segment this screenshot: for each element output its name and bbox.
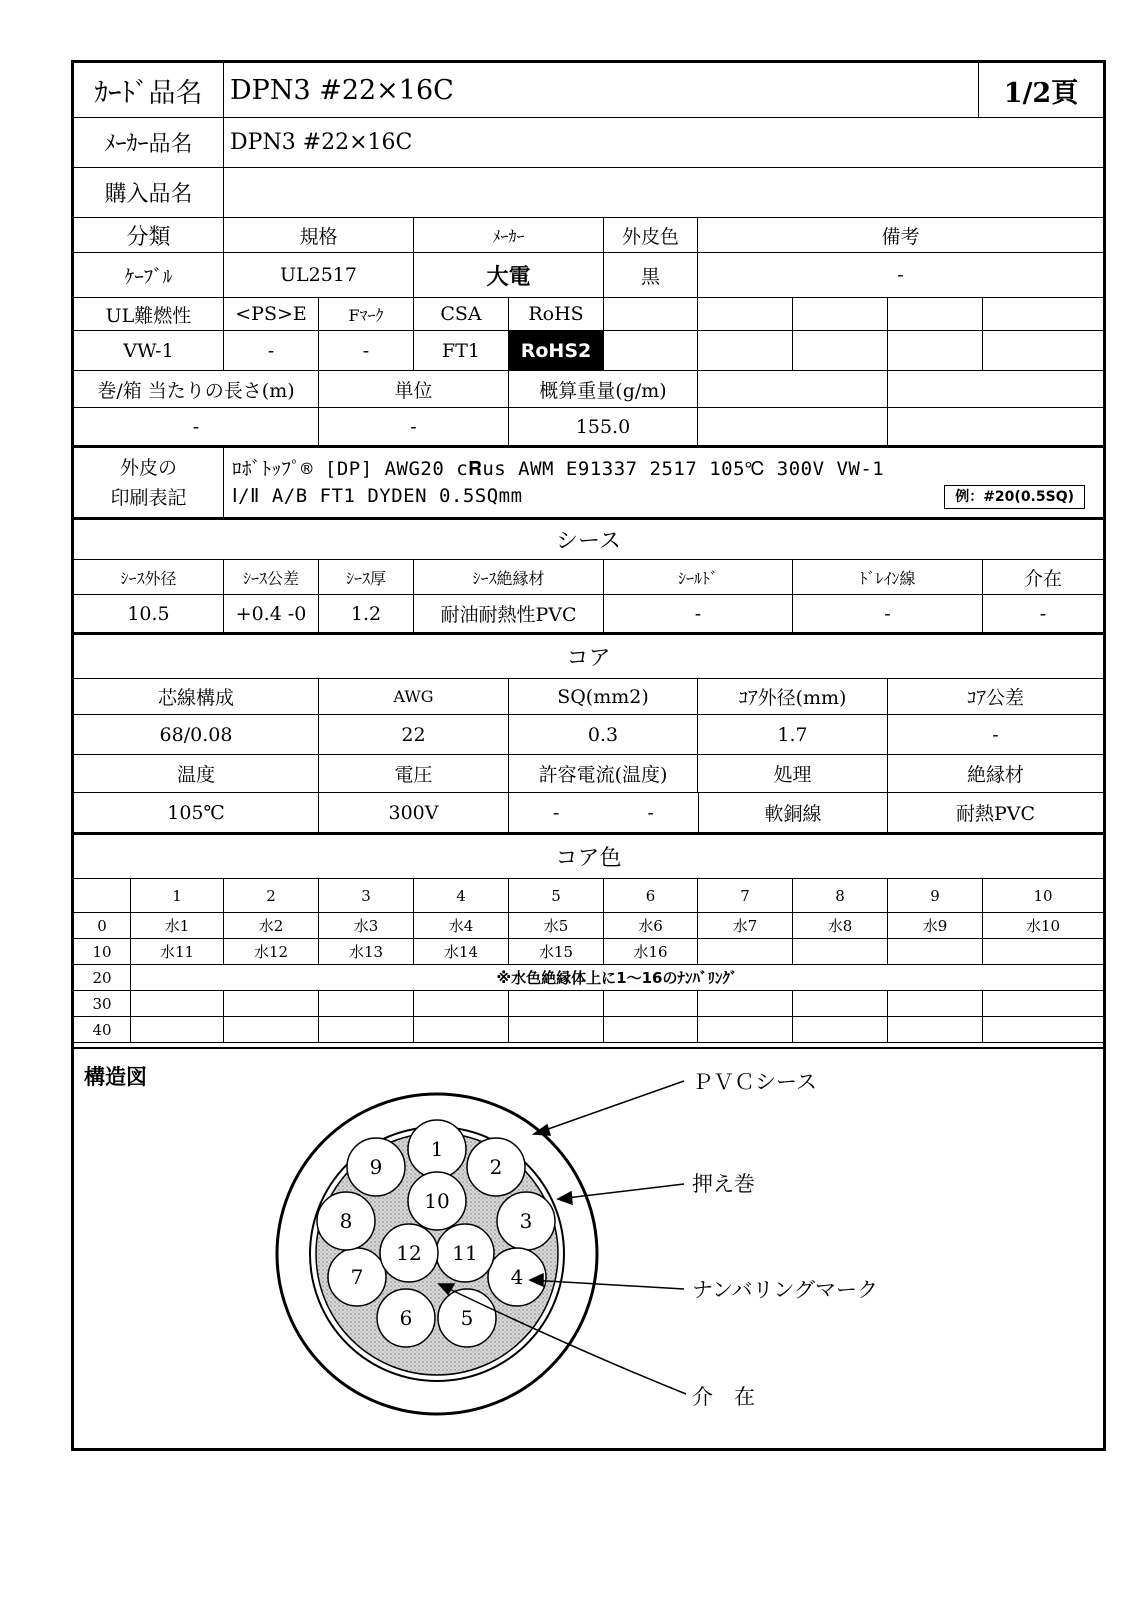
length-header-row bbox=[74, 371, 1103, 408]
core-color-col-header: 7 bbox=[698, 879, 793, 913]
length-header-blank-1 bbox=[698, 371, 888, 408]
core-header-strand: 芯線構成 bbox=[74, 679, 319, 715]
core-color-cell: 水13 bbox=[319, 939, 414, 965]
maker-name-row bbox=[74, 118, 1103, 168]
core-color-col-header: 3 bbox=[319, 879, 414, 913]
core-color-title: コア色 bbox=[74, 835, 1103, 879]
label-filler: 介 在 bbox=[692, 1385, 755, 1409]
core-color-cell bbox=[983, 991, 1103, 1017]
print-marking-label-line1: 外皮の bbox=[119, 456, 177, 479]
core-color-row-label: 30 bbox=[74, 991, 131, 1017]
spec-header-category: 分類 bbox=[74, 218, 224, 253]
core-header-temperature: 温度 bbox=[74, 755, 319, 793]
core-color-cell: 水5 bbox=[509, 913, 604, 939]
core-color-cell bbox=[131, 991, 224, 1017]
core-color-cell bbox=[888, 1017, 983, 1043]
core-color-cell: 水10 bbox=[983, 913, 1103, 939]
purchase-name-value bbox=[224, 168, 1103, 218]
core-header-current: 許容電流(温度) bbox=[509, 755, 698, 793]
flame-header-blank-3 bbox=[793, 298, 888, 331]
page-number: 1/2頁 bbox=[979, 63, 1103, 118]
flame-value-blank-3 bbox=[793, 331, 888, 371]
length-header-per-reel: 巻/箱 当たりの長さ(m) bbox=[74, 371, 319, 408]
print-marking-label bbox=[74, 448, 224, 520]
sheath-header-od: ｼｰｽ外径 bbox=[74, 560, 224, 595]
core-value-tolerance: - bbox=[888, 715, 1103, 755]
flame-value-pse: - bbox=[224, 331, 319, 371]
sheath-value-filler: - bbox=[983, 595, 1103, 635]
core-value-current-b: - bbox=[647, 801, 654, 824]
core-color-col-header: 5 bbox=[509, 879, 604, 913]
core-color-row bbox=[74, 913, 1103, 939]
diagram-title: 構造図 bbox=[84, 1065, 147, 1089]
core-color-cell bbox=[414, 1017, 509, 1043]
core-title-row bbox=[74, 635, 1103, 679]
core-number: 10 bbox=[424, 1189, 450, 1213]
core-color-row-label: 20 bbox=[74, 965, 131, 991]
core-header-row-2 bbox=[74, 755, 1103, 793]
purchase-name-label: 購入品名 bbox=[74, 168, 224, 218]
flame-header-pse: <PS>E bbox=[224, 298, 319, 331]
core-color-col-header: 8 bbox=[793, 879, 888, 913]
core-color-cell bbox=[793, 939, 888, 965]
flame-header-csa: CSA bbox=[414, 298, 509, 331]
core-value-row-1 bbox=[74, 715, 1103, 755]
length-value-weight: 155.0 bbox=[509, 408, 698, 448]
core-color-col-header bbox=[74, 879, 131, 913]
flame-header-blank-4 bbox=[888, 298, 983, 331]
label-wrap: 押え巻 bbox=[692, 1172, 755, 1196]
spec-header-row bbox=[74, 218, 1103, 253]
print-example-box: 例：#20(0.5SQ) bbox=[944, 485, 1085, 509]
spec-value-maker: 大電 bbox=[414, 253, 604, 298]
core-header-sq: SQ(mm2) bbox=[509, 679, 698, 715]
core-color-cell bbox=[509, 991, 604, 1017]
core-color-row-label: 40 bbox=[74, 1017, 131, 1043]
core-color-cell: 水9 bbox=[888, 913, 983, 939]
purchase-name-row bbox=[74, 168, 1103, 218]
flame-value-row bbox=[74, 331, 1103, 371]
core-color-cell bbox=[604, 991, 698, 1017]
core-color-col-header: 6 bbox=[604, 879, 698, 913]
core-color-row bbox=[74, 1017, 1103, 1043]
core-value-insulation: 耐熱PVC bbox=[888, 793, 1103, 835]
core-color-title-row bbox=[74, 835, 1103, 879]
core-number: 12 bbox=[396, 1241, 422, 1265]
print-marking-label-line2: 印刷表記 bbox=[110, 486, 187, 509]
core-number: 4 bbox=[510, 1265, 524, 1289]
label-numbering-mark: ナンバリングマーク bbox=[692, 1278, 879, 1302]
flame-header-ul: UL難燃性 bbox=[74, 298, 224, 331]
flame-value-ul: VW-1 bbox=[74, 331, 224, 371]
core-color-note: ※水色絶縁体上に1～16のﾅﾝﾊﾞﾘﾝｸﾞ bbox=[131, 965, 1103, 991]
spec-value-row bbox=[74, 253, 1103, 298]
sheath-header-filler: 介在 bbox=[983, 560, 1103, 595]
core-color-col-header: 2 bbox=[224, 879, 319, 913]
spec-header-standard: 規格 bbox=[224, 218, 414, 253]
core-value-awg: 22 bbox=[319, 715, 509, 755]
structure-diagram bbox=[74, 1047, 1103, 1450]
core-header-od: ｺｱ外径(mm) bbox=[698, 679, 888, 715]
core-color-cell bbox=[509, 1017, 604, 1043]
sheath-value-thickness: 1.2 bbox=[319, 595, 414, 635]
core-color-cell: 水2 bbox=[224, 913, 319, 939]
core-number: 7 bbox=[350, 1265, 364, 1289]
spec-value-remarks: - bbox=[698, 253, 1103, 298]
sheath-value-tolerance: +0.4 -0 bbox=[224, 595, 319, 635]
core-number: 6 bbox=[399, 1306, 413, 1330]
spec-value-jacket-color: 黒 bbox=[604, 253, 698, 298]
flame-value-f-mark: - bbox=[319, 331, 414, 371]
sheath-header-material: ｼｰｽ絶縁材 bbox=[414, 560, 604, 595]
core-color-col-header: 10 bbox=[983, 879, 1103, 913]
sheath-value-shield: - bbox=[604, 595, 793, 635]
flame-header-rohs: RoHS bbox=[509, 298, 604, 331]
rohs-badge: RoHS2 bbox=[509, 331, 604, 371]
core-color-cell bbox=[983, 939, 1103, 965]
sheath-value-material: 耐油耐熱性PVC bbox=[414, 595, 604, 635]
core-color-cell bbox=[698, 1017, 793, 1043]
core-number: 1 bbox=[430, 1137, 444, 1161]
core-color-row-label: 10 bbox=[74, 939, 131, 965]
core-color-cell bbox=[698, 991, 793, 1017]
length-value-blank-2 bbox=[888, 408, 1103, 448]
core-color-cell: 水1 bbox=[131, 913, 224, 939]
core-number: 8 bbox=[339, 1209, 353, 1233]
print-marking-row bbox=[74, 448, 1103, 520]
core-color-row bbox=[74, 991, 1103, 1017]
card-name-row bbox=[74, 63, 1103, 118]
core-header-row-1 bbox=[74, 679, 1103, 715]
core-color-row bbox=[74, 965, 1103, 991]
flame-header-blank-2 bbox=[698, 298, 793, 331]
length-value-unit: - bbox=[319, 408, 509, 448]
maker-name-label: ﾒｰｶｰ品名 bbox=[74, 118, 224, 168]
sheath-header-row bbox=[74, 560, 1103, 595]
core-header-tolerance: ｺｱ公差 bbox=[888, 679, 1103, 715]
core-number: 3 bbox=[519, 1209, 533, 1233]
flame-value-blank-2 bbox=[698, 331, 793, 371]
flame-header-blank-5 bbox=[983, 298, 1103, 331]
core-color-cell bbox=[604, 1017, 698, 1043]
spec-header-remarks: 備考 bbox=[698, 218, 1103, 253]
core-color-cell: 水4 bbox=[414, 913, 509, 939]
core-color-cell bbox=[319, 991, 414, 1017]
core-value-treatment: 軟銅線 bbox=[698, 793, 888, 835]
core-number: 2 bbox=[489, 1155, 503, 1179]
length-header-blank-2 bbox=[888, 371, 1103, 408]
core-color-cell bbox=[224, 1017, 319, 1043]
core-color-cell: 水7 bbox=[698, 913, 793, 939]
core-color-cell bbox=[131, 1017, 224, 1043]
core-title: コア bbox=[74, 635, 1103, 679]
core-value-temperature: 105℃ bbox=[74, 793, 319, 835]
spec-value-category: ｹｰﾌﾞﾙ bbox=[74, 253, 224, 298]
core-color-cell bbox=[888, 939, 983, 965]
core-color-cell bbox=[698, 939, 793, 965]
core-color-col-header: 1 bbox=[131, 879, 224, 913]
spec-sheet bbox=[71, 60, 1106, 1451]
core-color-cell: 水12 bbox=[224, 939, 319, 965]
core-color-cell: 水11 bbox=[131, 939, 224, 965]
length-value-per-reel: - bbox=[74, 408, 319, 448]
flame-header-f-mark: Fﾏｰｸ bbox=[319, 298, 414, 331]
core-color-cell: 水3 bbox=[319, 913, 414, 939]
core-value-od: 1.7 bbox=[698, 715, 888, 755]
length-value-row bbox=[74, 408, 1103, 448]
print-marking-line2: Ⅰ/Ⅱ A/B FT1 DYDEN 0.5SQmm bbox=[232, 484, 523, 507]
sheath-header-thickness: ｼｰｽ厚 bbox=[319, 560, 414, 595]
sheath-value-od: 10.5 bbox=[74, 595, 224, 635]
core-color-cell: 水15 bbox=[509, 939, 604, 965]
core-color-cell bbox=[983, 1017, 1103, 1043]
print-marking-line1: ﾛﾎﾞﾄｯﾌﾟ® [DP] AWG20 c𝐑us AWM E91337 2517 105℃ 300V VW-1 bbox=[232, 457, 885, 480]
sheath-title-row bbox=[74, 520, 1103, 560]
core-number: 5 bbox=[460, 1306, 474, 1330]
core-color-cell: 水6 bbox=[604, 913, 698, 939]
sheath-header-tolerance: ｼｰｽ公差 bbox=[224, 560, 319, 595]
core-color-header-row bbox=[74, 879, 1103, 913]
core-color-cell: 水14 bbox=[414, 939, 509, 965]
core-number: 9 bbox=[369, 1155, 383, 1179]
card-name-label: ｶｰﾄﾞ品名 bbox=[74, 63, 224, 118]
cable-cross-section bbox=[74, 1049, 1103, 1450]
flame-value-blank-4 bbox=[888, 331, 983, 371]
card-name-value: DPN3 #22×16C bbox=[224, 63, 979, 118]
core-color-cell: 水16 bbox=[604, 939, 698, 965]
core-value-current bbox=[509, 793, 698, 835]
core-value-sq: 0.3 bbox=[509, 715, 698, 755]
core-color-row-label: 0 bbox=[74, 913, 131, 939]
core-color-cell bbox=[414, 991, 509, 1017]
print-marking-value bbox=[224, 448, 1103, 520]
flame-header-row bbox=[74, 298, 1103, 331]
flame-value-csa: FT1 bbox=[414, 331, 509, 371]
sheath-header-drain: ﾄﾞﾚｲﾝ線 bbox=[793, 560, 983, 595]
core-number: 11 bbox=[452, 1241, 478, 1265]
core-value-row-2 bbox=[74, 793, 1103, 835]
core-header-treatment: 処理 bbox=[698, 755, 888, 793]
spec-header-jacket-color: 外皮色 bbox=[604, 218, 698, 253]
core-value-strand: 68/0.08 bbox=[74, 715, 319, 755]
core-color-row bbox=[74, 939, 1103, 965]
length-header-unit: 単位 bbox=[319, 371, 509, 408]
maker-name-value: DPN3 #22×16C bbox=[224, 118, 1103, 168]
label-pvc-sheath: ＰＶＣシース bbox=[692, 1070, 817, 1094]
sheath-title: シース bbox=[74, 520, 1103, 560]
core-color-cell bbox=[888, 991, 983, 1017]
core-header-voltage: 電圧 bbox=[319, 755, 509, 793]
core-color-cell bbox=[319, 1017, 414, 1043]
spec-header-maker: ﾒｰｶｰ bbox=[414, 218, 604, 253]
length-header-weight: 概算重量(g/m) bbox=[509, 371, 698, 408]
flame-header-blank-1 bbox=[604, 298, 698, 331]
core-header-insulation: 絶縁材 bbox=[888, 755, 1103, 793]
sheath-header-shield: ｼｰﾙﾄﾞ bbox=[604, 560, 793, 595]
core-color-cell bbox=[793, 1017, 888, 1043]
spec-value-standard: UL2517 bbox=[224, 253, 414, 298]
core-header-awg: AWG bbox=[319, 679, 509, 715]
sheath-value-row bbox=[74, 595, 1103, 635]
core-color-cell bbox=[224, 991, 319, 1017]
flame-value-blank-5 bbox=[983, 331, 1103, 371]
flame-value-blank-1 bbox=[604, 331, 698, 371]
core-color-col-header: 4 bbox=[414, 879, 509, 913]
sheath-value-drain: - bbox=[793, 595, 983, 635]
core-color-cell: 水8 bbox=[793, 913, 888, 939]
core-color-col-header: 9 bbox=[888, 879, 983, 913]
core-value-current-a: - bbox=[553, 801, 560, 824]
core-value-voltage: 300V bbox=[319, 793, 509, 835]
length-value-blank-1 bbox=[698, 408, 888, 448]
core-color-cell bbox=[793, 991, 888, 1017]
